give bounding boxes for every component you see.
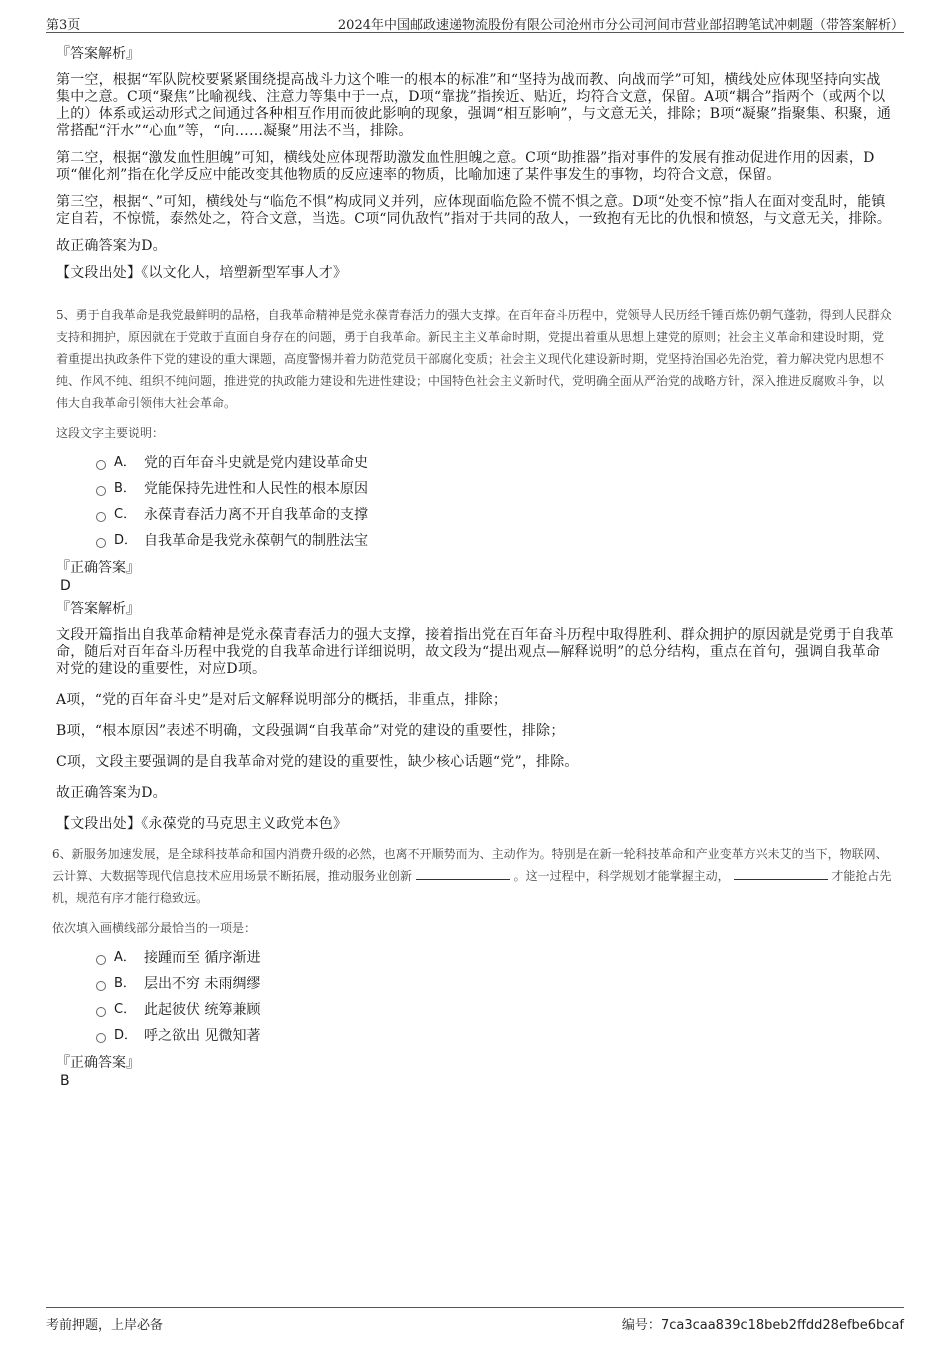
option-letter: C． (114, 507, 137, 522)
question-6-prompt: 依次填入画横线部分最恰当的一项是： (52, 921, 257, 935)
radio-icon[interactable] (96, 981, 106, 991)
blank-2 (734, 867, 828, 880)
option-b[interactable] (96, 975, 894, 993)
option-text: 接踵而至 循序渐进 (144, 950, 261, 966)
option-b[interactable] (96, 480, 894, 498)
radio-icon[interactable] (96, 460, 106, 470)
analysis-label: 『答案解析』 (56, 46, 140, 62)
correct-answer-label: 『正确答案』 (56, 1055, 140, 1071)
option-letter: A． (114, 950, 136, 965)
radio-icon[interactable] (96, 1007, 106, 1017)
option-letter: D． (114, 1028, 138, 1043)
question-6-options (96, 949, 894, 1045)
option-text: 党的百年奋斗史就是党内建设革命史 (144, 455, 368, 471)
analysis-paragraph: 第二空，根据“激发血性胆魄”可知，横线处应体现帮助激发血性胆魄之意。C项“助推器”指对事件的发展有推动促进作用的因素，D项“催化剂”指在化学反应中能改变其他物质的反应速率的物质，比喻加速了某件事发生的事物，均符合文意，保留。 (56, 150, 875, 183)
option-d[interactable] (96, 532, 894, 550)
question-6-text: 6、新服务加速发展，是全球科技革命和国内消费升级的必然，也离不开顺势而为、主动作为。特别是在新一轮科技革命和产业变革方兴未艾的当下，物联网、云计算、大数据等现代信息技术应用场景不断拓展，推动服务业创新 。这一过程中，科学规划才能掌握主动， 才能抢占先机，规范有序才能行稳致远。 (52, 847, 892, 905)
source: 【文段出处】《永葆党的马克思主义政党本色》 (56, 816, 348, 832)
page-number: 第3页 (46, 18, 81, 33)
option-text: 党能保持先进性和人民性的根本原因 (144, 481, 368, 497)
analysis-paragraph: 第三空，根据“、”可知，横线处与“临危不惧”构成同义并列，应体现面临危险不慌不惧之意。D项“处变不惊”指人在面对变乱时，能镇定自若，不惊慌，泰然处之，符合文意，当选。C项“同仇敌忾”指对于共同的敌人，一致抱有无比的仇恨和愤怒，与文意无关，排除。 (56, 194, 892, 227)
option-letter: B． (114, 481, 136, 496)
document-title: 2024年中国邮政速递物流股份有限公司沧州市分公司河间市营业部招聘笔试冲刺题（带答案解析） (337, 18, 904, 33)
option-c[interactable] (96, 506, 894, 524)
analysis-paragraph: 文段开篇指出自我革命精神是党永葆青春活力的强大支撑，接着指出党在百年奋斗历程中取得胜利、群众拥护的原因就是党勇于自我革命，随后对百年奋斗历程中我党的自我革命进行详细说明，故文段为“提出观点—解释说明”的总分结构，重点在首句，强调自我革命对党的建设的重要性，对应D项。 (56, 627, 894, 677)
radio-icon[interactable] (96, 1033, 106, 1043)
option-letter: D． (114, 533, 138, 548)
radio-icon[interactable] (96, 538, 106, 548)
correct-answer-label: 『正确答案』 (56, 560, 140, 576)
conclusion: 故正确答案为D。 (56, 238, 167, 254)
option-letter: C． (114, 1002, 137, 1017)
analysis-paragraph: A项，“党的百年奋斗史”是对后文解释说明部分的概括，非重点，排除； (56, 692, 508, 708)
page-header (46, 12, 904, 33)
option-c[interactable] (96, 1001, 894, 1019)
main-content (52, 44, 894, 1094)
page-footer (46, 1307, 904, 1332)
option-text: 呼之欲出 见微知著 (144, 1028, 261, 1044)
option-text: 层出不穷 未雨绸缪 (144, 976, 261, 992)
document-code: 编号：7ca3caa839c18beb2ffdd28efbe6bcaf (621, 1318, 904, 1333)
radio-icon[interactable] (96, 955, 106, 965)
conclusion: 故正确答案为D。 (56, 785, 167, 801)
option-a[interactable] (96, 454, 894, 472)
option-letter: B． (114, 976, 136, 991)
footer-slogan: 考前押题，上岸必备 (46, 1318, 164, 1333)
analysis-paragraph: C项，文段主要强调的是自我革命对党的建设的重要性，缺少核心话题“党”，排除。 (56, 754, 579, 770)
radio-icon[interactable] (96, 486, 106, 496)
option-d[interactable] (96, 1027, 894, 1045)
option-text: 自我革命是我党永葆朝气的制胜法宝 (144, 533, 368, 549)
option-letter: A． (114, 455, 136, 470)
option-text: 此起彼伏 统筹兼顾 (144, 1002, 261, 1018)
correct-answer: B (60, 1073, 70, 1089)
source: 【文段出处】《以文化人，培塑新型军事人才》 (56, 265, 348, 281)
question-5-prompt: 这段文字主要说明： (56, 426, 165, 440)
correct-answer: D (60, 578, 71, 594)
option-a[interactable] (96, 949, 894, 967)
analysis-paragraph: B项，“根本原因”表述不明确，文段强调“自我革命”对党的建设的重要性，排除； (56, 723, 565, 739)
analysis-label: 『答案解析』 (56, 601, 140, 617)
analysis-paragraph: 第一空，根据“军队院校要紧紧围绕提高战斗力这个唯一的根本的标准”和“坚持为战而教、向战而学”可知，横线处应体现坚持向实战集中之意。C项“聚焦”比喻视线、注意力等集中于一点，D项“靠拢”指挨近、贴近，均符合文意，保留。A项“耦合”指两个（或两个以上的）体系或运动形式之间通过各种相互作用而彼此影响的现象，强调“相互影响”，与文意无关，排除；B项“凝聚”指聚集、积聚，通常搭配“汗水”“心血”等，“向……凝聚”用法不当，排除。 (56, 72, 892, 139)
question-5-options (96, 454, 894, 550)
blank-1 (416, 867, 510, 880)
question-5-text: 5、勇于自我革命是我党最鲜明的品格，自我革命精神是党永葆青春活力的强大支撑。在百年奋斗历程中，党领导人民历经千锤百炼仍朝气蓬勃，得到人民群众支持和拥护，原因就在于党敢于直面自身存在的问题，勇于自我革命。新民主主义革命时期，党提出着重从思想上建党的原则；社会主义革命和建设时期，党着重提出执政条件下党的建设的重大课题，高度警惕并着力防范党员干部腐化变质；社会主义现代化建设新时期，党坚持治国必先治党，着力解决党内思想不纯、作风不纯、组织不纯问题，推进党的执政能力建设和先进性建设；中国特色社会主义新时代，党明确全面从严治党的战略方针，深入推进反腐败斗争，以伟大自我革命引领伟大社会革命。 (56, 308, 892, 410)
option-text: 永葆青春活力离不开自我革命的支撑 (144, 507, 368, 523)
radio-icon[interactable] (96, 512, 106, 522)
